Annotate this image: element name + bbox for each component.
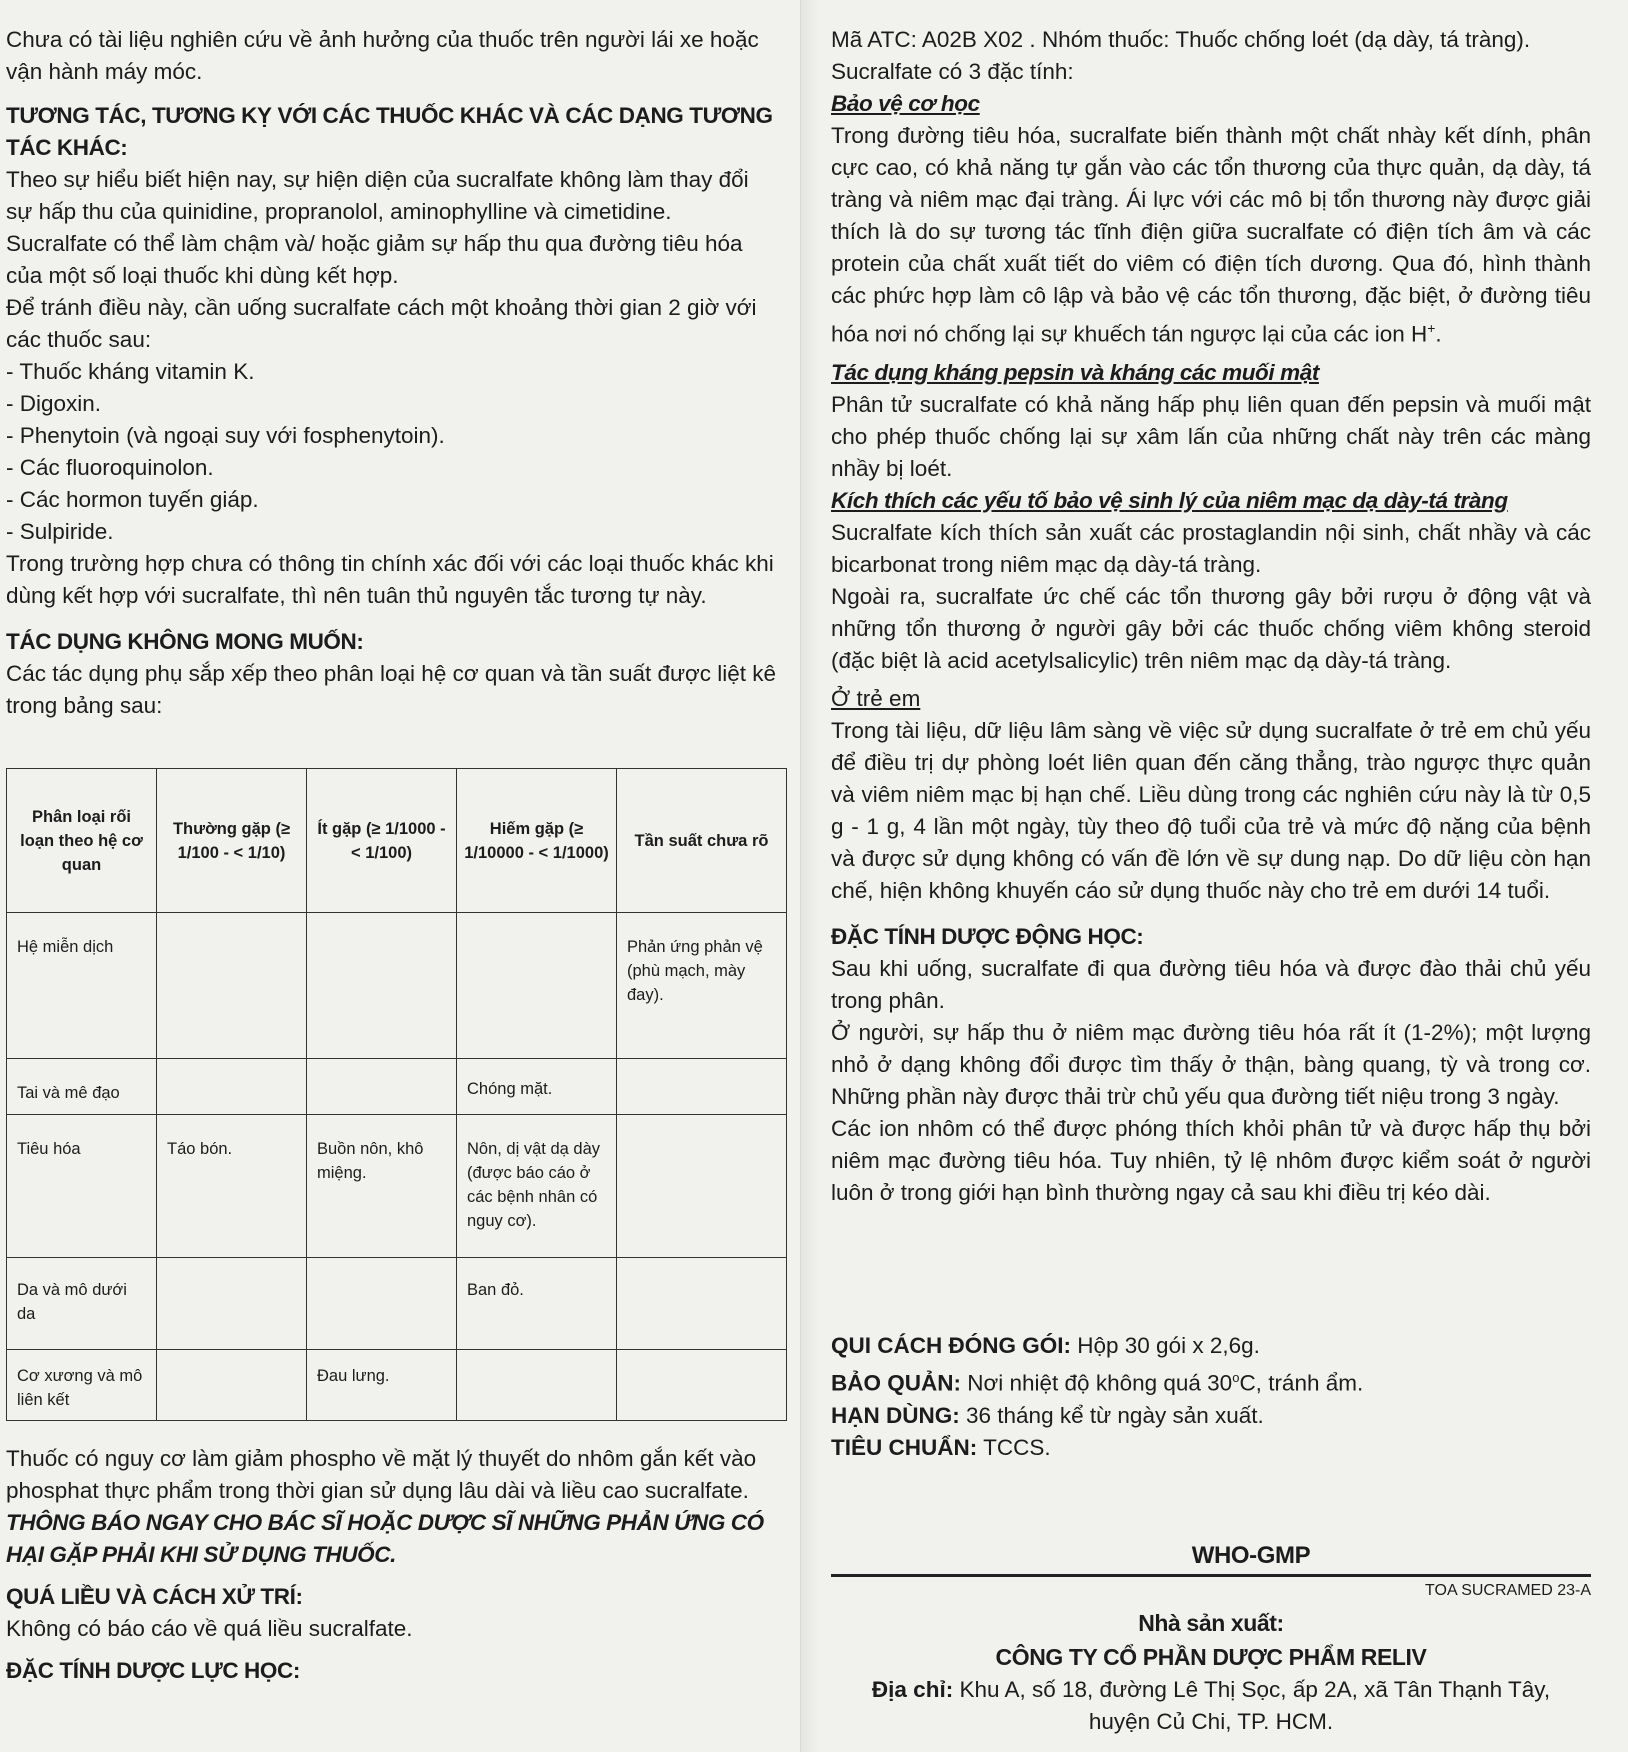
table-header-row — [7, 769, 787, 913]
storage-label: BẢO QUẢN: — [831, 1370, 961, 1396]
expiry-label: HẠN DÙNG: — [831, 1402, 960, 1428]
pharmacokinetic-paragraph-2: Ở người, sự hấp thu ở niêm mạc đường tiêu hóa rất ít (1-2%); một lượng nhỏ ở dạng không đổi được tìm thấy ở thận, bàng quang, tỳ và trong cơ. Những phần này được thải trừ chủ yếu qua đường tiết niệu trong 3 ngày. — [831, 1019, 1591, 1109]
list-item: - Các fluoroquinolon. — [6, 455, 214, 480]
table-cell — [307, 1258, 457, 1350]
table-header-cell: Thường gặp (≥ 1/100 - < 1/10) — [157, 769, 307, 913]
storage-value: Nơi nhiệt độ không quá 30 — [961, 1370, 1233, 1396]
table-cell: Phản ứng phản vệ (phù mạch, mày đay). — [617, 913, 787, 1059]
table-cell — [617, 1350, 787, 1421]
adverse-heading: TÁC DỤNG KHÔNG MONG MUỐN: — [6, 629, 364, 654]
mech-text: Trong đường tiêu hóa, sucralfate biến thành một chất nhày kết dính, phân cực cao, có khả năng tự gắn vào các tổn thương của thực quản, dạ dày, tá tràng và niêm mạc đại tràng. Ái lực với các mô bị tổn thương này được giải thích là do sự tương tác tĩnh điện giữa sucralfate có điện tích âm và các protein của chất xuất tiết do viêm có điện tích dương. Qua đó, hình thành các phức hợp làm cô lập và bảo vệ các tổn thương, đặc biệt, ở đường tiêu hóa nơi nó chống lại sự khuếch tán ngược lại của các ion H — [831, 123, 1591, 347]
pharmacokinetic-paragraph-1: Sau khi uống, sucralfate đi qua đường tiêu hóa và được đào thải chủ yếu trong phân. — [831, 955, 1591, 1013]
address-label: Địa chỉ: — [871, 1677, 954, 1702]
table-cell — [617, 1115, 787, 1258]
table-header-cell: Tần suất chưa rõ — [617, 769, 787, 913]
overdose-heading: QUÁ LIỀU VÀ CÁCH XỬ TRÍ: — [6, 1584, 303, 1609]
phospho-paragraph: Thuốc có nguy cơ làm giảm phospho về mặt lý thuyết do nhôm gắn kết vào phosphat thực phẩm trong thời gian sử dụng lâu dài và liều cao sucralfate. — [6, 1446, 757, 1503]
address-value: Khu A, số 18, đường Lê Thị Sọc, ấp 2A, xã Tân Thạnh Tây, — [953, 1677, 1551, 1702]
stimulation-heading: Kích thích các yếu tố bảo vệ sinh lý của niêm mạc dạ dày-tá tràng — [831, 487, 1508, 513]
interactions-paragraph-4: Trong trường hợp chưa có thông tin chính xác đối với các loại thuốc khác khi dùng kết hợp với sucralfate, thì nên tuân thủ nguyên tắc tương tự này. — [6, 551, 774, 608]
mech-superscript: + — [1427, 320, 1436, 336]
table-cell — [307, 913, 457, 1059]
standard-line — [831, 1432, 1591, 1464]
table-cell — [157, 1350, 307, 1421]
left-column — [0, 0, 800, 1752]
table-cell — [157, 1059, 307, 1115]
standard-label: TIÊU CHUẨN: — [831, 1434, 978, 1460]
table-cell — [617, 1059, 787, 1115]
table-header-cell: Phân loại rối loạn theo hệ cơ quan — [7, 769, 157, 913]
table-cell: Tai và mê đạo — [7, 1059, 157, 1115]
list-item: - Các hormon tuyến giáp. — [6, 487, 259, 512]
standard-value: TCCS. — [977, 1434, 1051, 1460]
divider-line — [831, 1574, 1591, 1577]
pharmacokinetic-paragraph-3: Các ion nhôm có thể được phóng thích khỏi phân tử và được hấp thụ bởi niêm mạc đường tiêu hóa. Tuy nhiên, tỷ lệ nhôm được kiểm soát ở người luôn ở trong giới hạn bình thường ngay cả sau khi điều trị kéo dài. — [831, 1115, 1591, 1205]
pepsin-paragraph: Phân tử sucralfate có khả năng hấp phụ liên quan đến pepsin và muối mật cho phép thuốc chống lại sự xâm lấn của những chất này trên các màng nhầy bị loét. — [831, 391, 1591, 481]
product-info-block — [831, 1330, 1591, 1464]
interactions-heading: TƯƠNG TÁC, TƯƠNG KỴ VỚI CÁC THUỐC KHÁC VÀ CÁC DẠNG TƯƠNG TÁC KHÁC: — [6, 103, 773, 160]
manufacturer-label: Nhà sản xuất: — [1138, 1610, 1284, 1636]
adverse-effects-table-wrap — [6, 768, 787, 1421]
expiry-line — [831, 1400, 1591, 1432]
table-cell: Cơ xương và mô liên kết — [7, 1350, 157, 1421]
table-cell: Hệ miễn dịch — [7, 913, 157, 1059]
pharmacokinetic-heading: ĐẶC TÍNH DƯỢC ĐỘNG HỌC: — [831, 923, 1144, 949]
fold-shadow — [801, 0, 819, 1752]
table-header-cell: Hiếm gặp (≥ 1/10000 - < 1/1000) — [457, 769, 617, 913]
overdose-paragraph: Không có báo cáo về quá liều sucralfate. — [6, 1616, 413, 1641]
mech-end: . — [1435, 321, 1442, 347]
table-cell: Chóng mặt. — [457, 1059, 617, 1115]
interactions-paragraph-3: Để tránh điều này, cần uống sucralfate cách một khoảng thời gian 2 giờ với các thuốc sau: — [6, 295, 757, 352]
degree-superscript: o — [1232, 1370, 1240, 1385]
gmp-block — [831, 1540, 1591, 1572]
right-column — [800, 0, 1628, 1752]
left-bottom-block — [6, 1443, 780, 1687]
expiry-value: 36 tháng kể từ ngày sản xuất. — [959, 1402, 1264, 1428]
company-name: CÔNG TY CỔ PHẦN DƯỢC PHẨM RELIV — [995, 1644, 1427, 1670]
left-top-block — [6, 24, 780, 722]
stimulation-paragraph-2: Ngoài ra, sucralfate ức chế các tổn thương gây bởi rượu ở động vật và những tổn thương ở người gây bởi các thuốc chống viêm không steroid (đặc biệt là acid acetylsalicylic) trên niêm mạc dạ dày-tá tràng. — [831, 583, 1591, 673]
table-cell: Đau lưng. — [307, 1350, 457, 1421]
table-cell: Buồn nôn, khô miệng. — [307, 1115, 457, 1258]
stimulation-paragraph-1: Sucralfate kích thích sản xuất các prostaglandin nội sinh, chất nhầy và các bicarbonat trong niêm mạc dạ dày-tá tràng. — [831, 519, 1591, 577]
table-cell — [457, 1350, 617, 1421]
right-top-block — [831, 24, 1591, 1209]
table-cell: Da và mô dưới da — [7, 1258, 157, 1350]
table-cell — [157, 1258, 307, 1350]
driving-note: Chưa có tài liệu nghiên cứu về ảnh hưởng của thuốc trên người lái xe hoặc vận hành máy móc. — [6, 27, 759, 84]
manufacturer-block — [831, 1606, 1591, 1738]
table-row — [7, 1350, 787, 1421]
table-header-cell: Ít gặp (≥ 1/1000 - < 1/100) — [307, 769, 457, 913]
children-heading: Ở trẻ em — [831, 685, 921, 711]
storage-line — [831, 1362, 1591, 1400]
children-paragraph: Trong tài liệu, dữ liệu lâm sàng về việc sử dụng sucralfate ở trẻ em chủ yếu để điều trị dự phòng loét liên quan đến căng thẳng, trào ngược thực quản và viêm niêm mạc bị hạn chế. Liều dùng trong các nghiên cứu này là từ 0,5 g - 1 g, 4 lần một ngày, tùy theo độ tuổi của trẻ và mức độ nặng của bệnh và được sử dụng không có vấn đề lớn về sự dung nạp. Do dữ liệu còn hạn chế, hiện không khuyến cáo sử dụng thuốc này cho trẻ em dưới 14 tuổi. — [831, 717, 1591, 903]
table-row — [7, 1258, 787, 1350]
table-cell: Nôn, dị vật dạ dày (được báo cáo ở các bệnh nhân có nguy cơ). — [457, 1115, 617, 1258]
gmp-label: WHO-GMP — [1191, 1542, 1311, 1569]
packaging-line — [831, 1330, 1591, 1362]
list-item: - Thuốc kháng vitamin K. — [6, 359, 255, 384]
table-row — [7, 913, 787, 1059]
pepsin-heading: Tác dụng kháng pepsin và kháng các muối mật — [831, 359, 1319, 385]
table-row — [7, 1059, 787, 1115]
mechanical-protection-heading: Bảo vệ cơ học — [831, 91, 980, 116]
table-cell — [617, 1258, 787, 1350]
list-item: - Phenytoin (và ngoại suy với fosphenytoin). — [6, 423, 445, 448]
address-line-2: huyện Củ Chi, TP. HCM. — [1088, 1709, 1334, 1734]
mechanical-protection-paragraph — [831, 120, 1591, 351]
table-cell: Táo bón. — [157, 1115, 307, 1258]
table-cell — [157, 913, 307, 1059]
pharmacodynamic-heading: ĐẶC TÍNH DƯỢC LỰC HỌC: — [6, 1658, 300, 1683]
atc-line: Mã ATC: A02B X02 . Nhóm thuốc: Thuốc chống loét (dạ dày, tá tràng). — [831, 27, 1531, 52]
table-cell: Tiêu hóa — [7, 1115, 157, 1258]
toa-code: TOA SUCRAMED 23-A — [1425, 1582, 1591, 1599]
table-cell: Ban đỏ. — [457, 1258, 617, 1350]
list-item: - Digoxin. — [6, 391, 102, 416]
list-item: - Sulpiride. — [6, 519, 114, 544]
notify-heading: THÔNG BÁO NGAY CHO BÁC SĨ HOẶC DƯỢC SĨ NHỮNG PHẢN ỨNG CÓ HẠI GẶP PHẢI KHI SỬ DỤNG THUỐC. — [6, 1510, 764, 1567]
table-cell — [457, 913, 617, 1059]
properties-intro: Sucralfate có 3 đặc tính: — [831, 59, 1074, 84]
interactions-paragraph-1: Theo sự hiểu biết hiện nay, sự hiện diện của sucralfate không làm thay đổi sự hấp thu của quinidine, propranolol, aminophylline và cimetidine. — [6, 167, 749, 224]
packaging-label: QUI CÁCH ĐÓNG GÓI: — [831, 1333, 1071, 1358]
adverse-effects-table — [6, 768, 787, 1421]
table-cell — [307, 1059, 457, 1115]
storage-value-end: C, tránh ẩm. — [1239, 1370, 1364, 1396]
adverse-intro: Các tác dụng phụ sắp xếp theo phân loại hệ cơ quan và tần suất được liệt kê trong bảng sau: — [6, 661, 777, 718]
table-row — [7, 1115, 787, 1258]
packaging-value: Hộp 30 gói x 2,6g. — [1071, 1333, 1260, 1358]
drug-list — [6, 356, 780, 548]
address-line — [831, 1674, 1591, 1706]
interactions-paragraph-2: Sucralfate có thể làm chậm và/ hoặc giảm sự hấp thu qua đường tiêu hóa của một số loại thuốc khi dùng kết hợp. — [6, 231, 743, 288]
